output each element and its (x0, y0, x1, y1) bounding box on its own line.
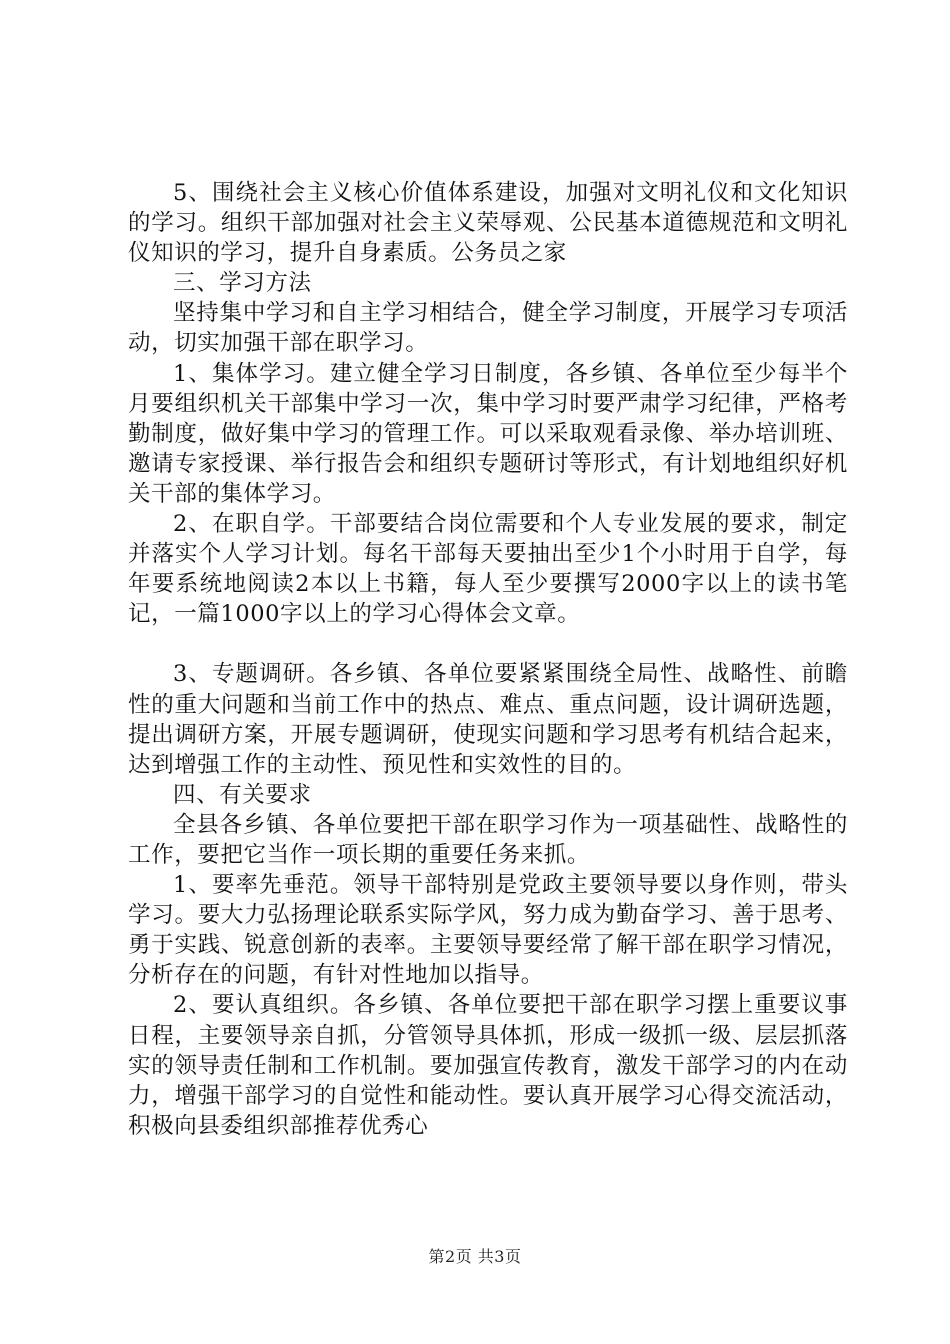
paragraph-requirements-intro: 全县各乡镇、各单位要把干部在职学习作为一项基础性、战略性的工作，要把它当作一项长期的重要任务来抓。 (128, 811, 848, 868)
section-heading-requirements: 四、有关要求 (173, 781, 312, 808)
paragraph-item-5: 5、围绕社会主义核心价值体系建设，加强对文明礼仪和文化知识的学习。组织干部加强对社会主义荣辱观、公民基本道德规范和文明礼仪知识的学习，提升自身素质。公务员之家 (128, 180, 848, 267)
paragraph-methods-intro: 坚持集中学习和自主学习相结合，健全学习制度，开展学习专项活动，切实加强干部在职学习。 (128, 300, 848, 357)
paragraph-lead-by-example: 1、要率先垂范。领导干部特别是党政主要领导要以身作则，带头学习。要大力弘扬理论联系实际学风，努力成为勤奋学习、善于思考、勇于实践、锐意创新的表率。主要领导要经常了解干部在职学习情况，分析存在的问题，有针对性地加以指导。 (128, 872, 848, 989)
document-body (128, 178, 848, 1141)
paragraph-organize-carefully: 2、要认真组织。各乡镇、各单位要把干部在职学习摆上重要议事日程，主要领导亲自抓，分管领导具体抓，形成一级抓一级、层层抓落实的领导责任制和工作机制。要加强宣传教育，激发干部学习的内在动力，增强干部学习的自觉性和能动性。要认真开展学习心得交流活动，积极向县委组织部推荐优秀心 (128, 992, 848, 1139)
paragraph-self-study: 2、在职自学。干部要结合岗位需要和个人专业发展的要求，制定并落实个人学习计划。每名干部每天要抽出至少1个小时用于自学，每年要系统地阅读2本以上书籍，每人至少要撰写2000字以上的读书笔记，一篇1000字以上的学习心得体会文章。 (128, 511, 848, 628)
section-heading-methods: 三、学习方法 (173, 270, 312, 297)
paragraph-collective-study: 1、集体学习。建立健全学习日制度，各乡镇、各单位至少每半个月要组织机关干部集中学习一次，集中学习时要严肃学习纪律，严格考勤制度，做好集中学习的管理工作。可以采取观看录像、举办培训班、邀请专家授课、举行报告会和组织专题研讨等形式，有计划地组织好机关干部的集体学习。 (128, 360, 848, 507)
paragraph-special-research: 3、专题调研。各乡镇、各单位要紧紧围绕全局性、战略性、前瞻性的重大问题和当前工作中的热点、难点、重点问题，设计调研选题，提出调研方案，开展专题调研，使现实问题和学习思考有机结合起来，达到增强工作的主动性、预见性和实效性的目的。 (128, 661, 848, 778)
page-number-footer: 第2页 共3页 (428, 1247, 522, 1266)
